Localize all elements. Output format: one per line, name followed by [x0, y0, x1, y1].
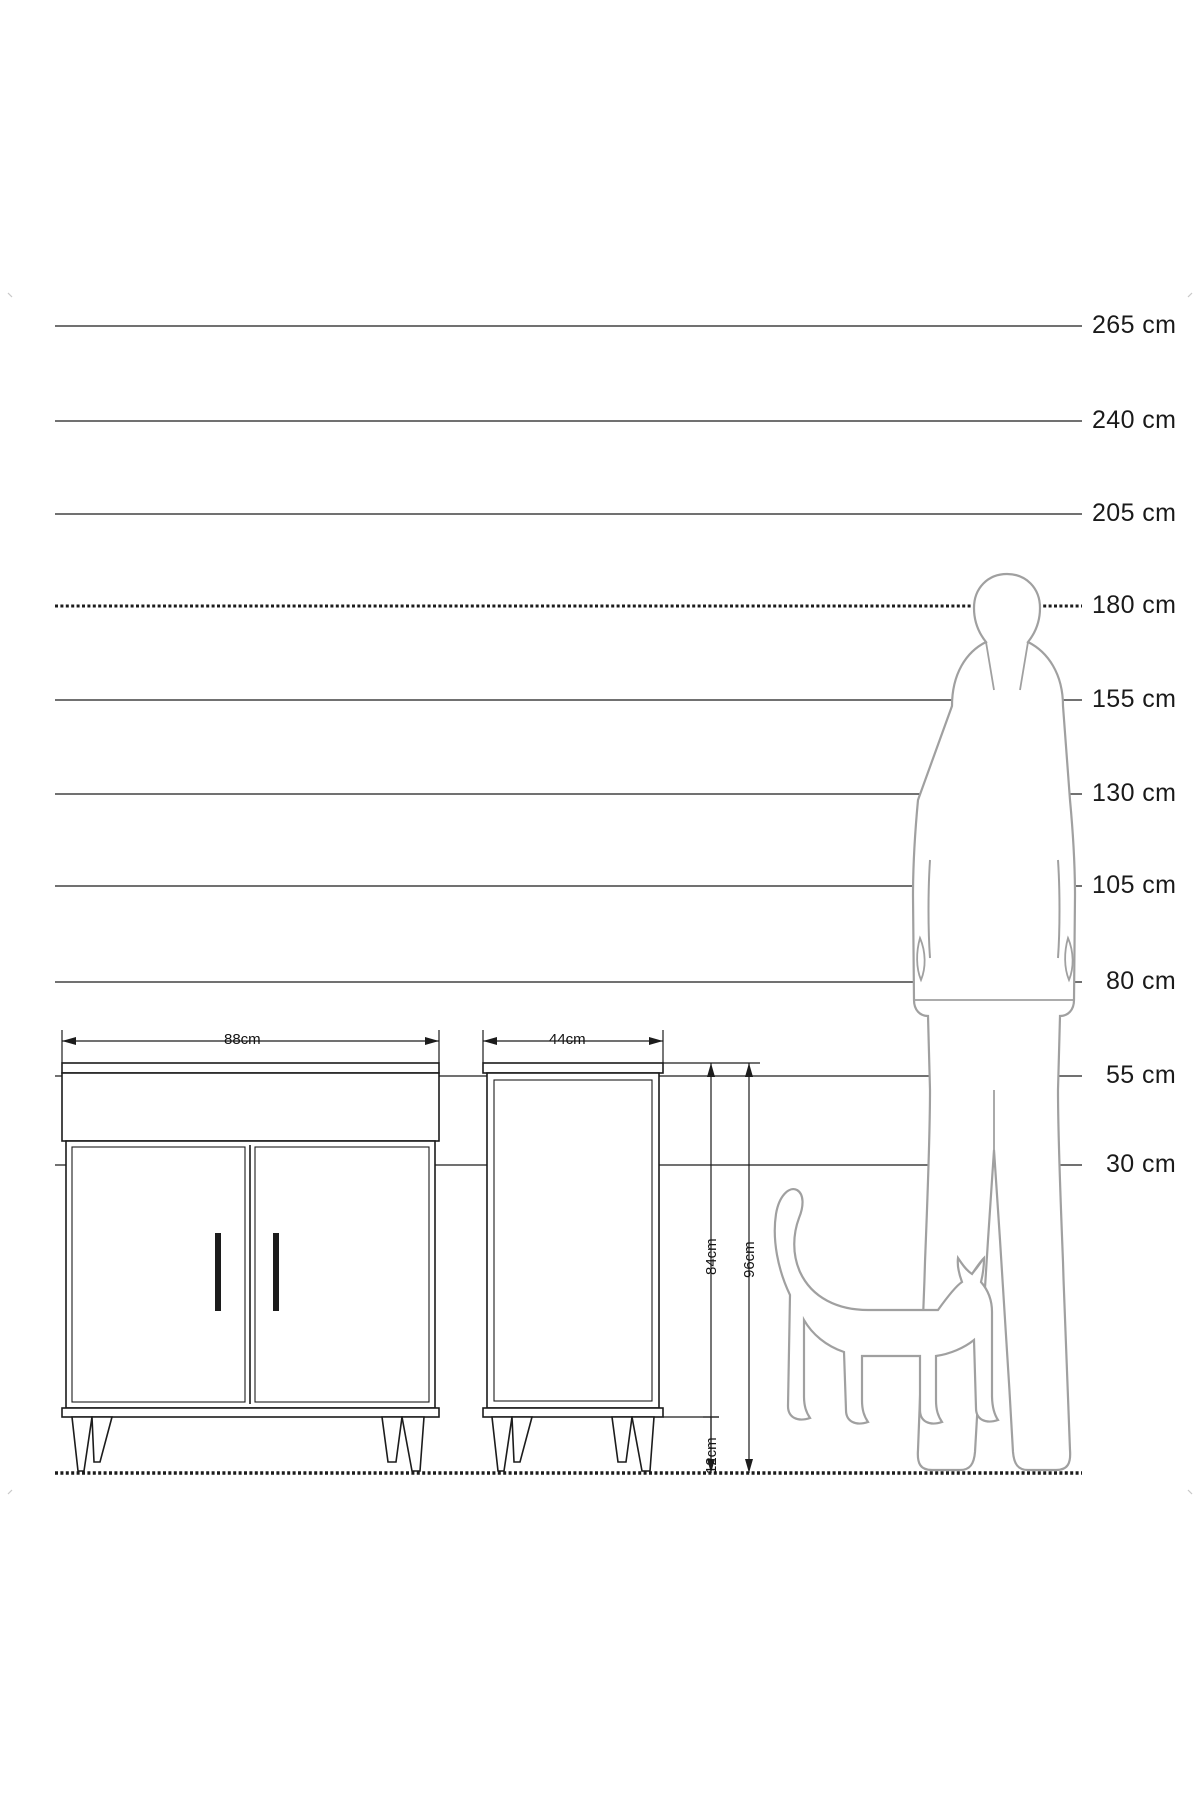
dim88-arrow-left	[62, 1037, 76, 1045]
scale-label-55: 55 cm	[1106, 1061, 1177, 1089]
nightstand-leg-front-left	[492, 1417, 512, 1471]
scale-label-240: 240 cm	[1092, 406, 1177, 434]
cabinet-handle-right	[273, 1233, 279, 1311]
sideboard-cabinet	[62, 1063, 439, 1471]
cabinet-handle-left	[215, 1233, 221, 1311]
dimension-label-88cm: 88cm	[224, 1031, 261, 1048]
nightstand-body	[487, 1073, 659, 1408]
dimension-label-84cm: 84cm	[703, 1238, 720, 1275]
dim88-arrow-right	[425, 1037, 439, 1045]
scale-label-30: 30 cm	[1106, 1150, 1177, 1178]
scale-label-105: 105 cm	[1092, 871, 1177, 899]
nightstand-bottom-rail	[483, 1408, 663, 1417]
cabinet-leg-back-right	[382, 1417, 402, 1462]
dim44-arrow-right	[649, 1037, 663, 1045]
scale-label-265: 265 cm	[1092, 311, 1177, 339]
cabinet-bottom-rail	[62, 1408, 439, 1417]
nightstand-top-plate	[483, 1063, 663, 1073]
cabinet-leg-front-right	[402, 1417, 424, 1471]
scale-label-130: 130 cm	[1092, 779, 1177, 807]
dimension-label-12cm: 12cm	[703, 1437, 720, 1474]
scale-label-180: 180 cm	[1092, 591, 1177, 619]
nightstand-leg-back-right	[612, 1417, 632, 1462]
dim96-arrow-bottom	[745, 1459, 753, 1473]
cabinet-drawer	[62, 1073, 439, 1141]
tall-nightstand	[483, 1063, 663, 1471]
cabinet-leg-front-left	[72, 1417, 92, 1471]
cabinet-top-plate	[62, 1063, 439, 1073]
cabinet-leg-back-left	[92, 1417, 112, 1462]
dim84-arrow-top	[707, 1063, 715, 1077]
dimension-label-44cm: 44cm	[549, 1031, 586, 1048]
scale-label-155: 155 cm	[1092, 685, 1177, 713]
dim44-arrow-left	[483, 1037, 497, 1045]
dimension-label-96cm: 96cm	[741, 1241, 758, 1278]
scale-label-205: 205 cm	[1092, 499, 1177, 527]
nightstand-leg-back-left	[512, 1417, 532, 1462]
nightstand-leg-front-right	[632, 1417, 654, 1471]
dim96-arrow-top	[745, 1063, 753, 1077]
scale-label-80: 80 cm	[1106, 967, 1177, 995]
